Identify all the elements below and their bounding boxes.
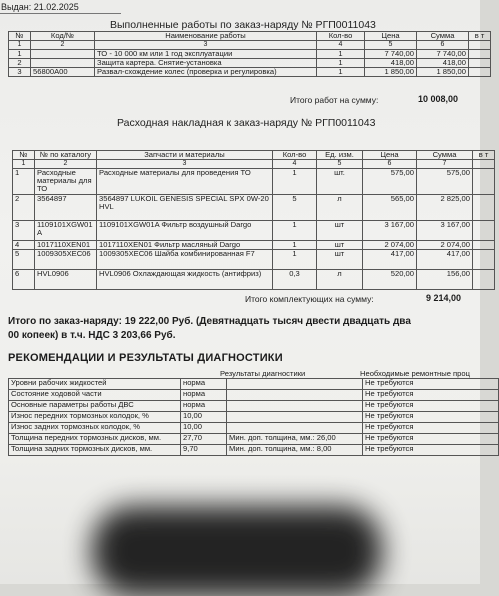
row-qty: 1	[273, 250, 317, 270]
works-col-vat: в т	[469, 32, 491, 41]
diag-name: Износ задних тормозных колодок, %	[9, 423, 181, 434]
row-qty: 1	[317, 50, 365, 59]
row-num: 2	[9, 59, 31, 68]
table-row	[9, 434, 499, 445]
col-number: 4	[273, 160, 317, 169]
parts-col-vat: в т	[473, 151, 495, 160]
row-num: 5	[13, 250, 35, 270]
diag-extra	[227, 412, 363, 423]
row-qty: 1	[317, 59, 365, 68]
diag-name: Толщина передних тормозных дисков, мм.	[9, 434, 181, 445]
row-price: 7 740,00	[365, 50, 417, 59]
row-vat	[473, 270, 495, 290]
parts-col-qty: Кол-во	[273, 151, 317, 160]
row-unit: шт	[317, 221, 363, 241]
diag-extra	[227, 379, 363, 390]
row-vat	[469, 50, 491, 59]
table-row	[13, 195, 495, 221]
row-price: 520,00	[363, 270, 417, 290]
parts-total-value: 9 214,00	[426, 293, 462, 303]
row-name: HVL0906 Охлаждающая жидкость (антифриз)	[97, 270, 273, 290]
row-name: Защита картера. Снятие-установка	[95, 59, 317, 68]
works-table	[8, 31, 491, 77]
parts-total-label: Итого комплектующих на сумму:	[245, 294, 374, 304]
parts-col-sum: Сумма	[417, 151, 473, 160]
diag-name: Основные параметры работы ДВС	[9, 401, 181, 412]
works-col-sum: Сумма	[417, 32, 469, 41]
col-number: 6	[417, 41, 469, 50]
diag-result: норма	[181, 390, 227, 401]
works-number-row	[9, 41, 491, 50]
diagnostics-title: РЕКОМЕНДАЦИИ И РЕЗУЛЬТАТЫ ДИАГНОСТИКИ	[8, 352, 283, 364]
row-qty: 0,3	[273, 270, 317, 290]
row-qty: 1	[273, 169, 317, 195]
row-num: 3	[9, 68, 31, 77]
row-price: 3 167,00	[363, 221, 417, 241]
parts-col-catalog: № по каталогу	[35, 151, 97, 160]
diag-result: норма	[181, 401, 227, 412]
table-row	[13, 221, 495, 241]
diag-name: Состояние ходовой части	[9, 390, 181, 401]
diag-name: Износ передних тормозных колодок, %	[9, 412, 181, 423]
col-number: 5	[365, 41, 417, 50]
row-vat	[473, 221, 495, 241]
works-title: Выполненные работы по заказ-наряду № РГП0011043	[110, 19, 376, 31]
col-number: 3	[97, 160, 273, 169]
diag-result: 27,70	[181, 434, 227, 445]
works-col-price: Цена	[365, 32, 417, 41]
row-unit: шт	[317, 241, 363, 250]
row-vat	[473, 195, 495, 221]
row-unit: шт.	[317, 169, 363, 195]
blurred-obstruction	[92, 506, 382, 596]
col-number: 1	[13, 160, 35, 169]
row-sum: 156,00	[417, 270, 473, 290]
row-catalog: 3564897	[35, 195, 97, 221]
row-name: ТО - 10 000 км или 1 год эксплуатации	[95, 50, 317, 59]
diag-result: 9,70	[181, 445, 227, 456]
row-sum: 2 825,00	[417, 195, 473, 221]
diag-repair: Не требуются	[363, 423, 499, 434]
diag-repair: Не требуются	[363, 379, 499, 390]
diag-extra	[227, 401, 363, 412]
row-vat	[469, 68, 491, 77]
grand-total-line2: 00 копеек) в т.ч. НДС 3 203,66 Руб.	[8, 330, 176, 341]
diagnostics-repairs-header: Необходимые ремонтные проц	[360, 369, 470, 378]
table-row	[13, 169, 495, 195]
works-total-label: Итого работ на сумму:	[290, 95, 379, 105]
row-name: 1017110XEN01 Фильтр масляный Dargo	[97, 241, 273, 250]
col-number	[473, 160, 495, 169]
row-price: 417,00	[363, 250, 417, 270]
row-price: 565,00	[363, 195, 417, 221]
grand-total-line1: Итого по заказ-наряду: 19 222,00 Руб. (Девятнадцать тысяч двести двадцать два	[8, 316, 411, 327]
col-number: 4	[317, 41, 365, 50]
diag-extra: Мин. доп. толщина, мм.: 8,00	[227, 445, 363, 456]
row-sum: 418,00	[417, 59, 469, 68]
table-row	[9, 423, 499, 434]
row-num: 1	[13, 169, 35, 195]
works-col-num: №	[9, 32, 31, 41]
col-number	[469, 41, 491, 50]
row-unit: л	[317, 195, 363, 221]
diag-extra	[227, 390, 363, 401]
row-qty: 5	[273, 195, 317, 221]
issued-date: Выдан: 21.02.2025	[0, 2, 121, 14]
col-number: 5	[317, 160, 363, 169]
row-catalog: Расходные материалы для ТО	[35, 169, 97, 195]
parts-col-num: №	[13, 151, 35, 160]
row-name: 1009305XEC06 Шайба комбинированная F7	[97, 250, 273, 270]
table-row	[9, 412, 499, 423]
row-sum: 7 740,00	[417, 50, 469, 59]
table-row	[9, 379, 499, 390]
col-number: 6	[363, 160, 417, 169]
parts-title: Расходная накладная к заказ-наряду № РГП0011043	[117, 117, 376, 129]
parts-header-row	[13, 151, 495, 160]
parts-table	[12, 150, 495, 290]
row-qty: 1	[317, 68, 365, 77]
parts-col-price: Цена	[363, 151, 417, 160]
row-catalog: HVL0906	[35, 270, 97, 290]
col-number: 3	[95, 41, 317, 50]
table-row	[13, 270, 495, 290]
table-row	[13, 250, 495, 270]
row-name: Развал-схождение колес (проверка и регулировка)	[95, 68, 317, 77]
row-price: 1 850,00	[365, 68, 417, 77]
works-col-qty: Кол-во	[317, 32, 365, 41]
row-unit: л	[317, 270, 363, 290]
works-header-row	[9, 32, 491, 41]
diag-name: Уровни рабочих жидкостей	[9, 379, 181, 390]
row-sum: 3 167,00	[417, 221, 473, 241]
diag-repair: Не требуются	[363, 434, 499, 445]
row-num: 2	[13, 195, 35, 221]
table-row	[9, 445, 499, 456]
row-price: 418,00	[365, 59, 417, 68]
parts-col-name: Запчасти и материалы	[97, 151, 273, 160]
row-num: 4	[13, 241, 35, 250]
diag-extra	[227, 423, 363, 434]
col-number: 2	[31, 41, 95, 50]
works-col-code: Код/№	[31, 32, 95, 41]
row-qty: 1	[273, 221, 317, 241]
parts-col-unit: Ед. изм.	[317, 151, 363, 160]
row-num: 6	[13, 270, 35, 290]
table-row	[9, 68, 491, 77]
table-row	[9, 401, 499, 412]
parts-number-row	[13, 160, 495, 169]
row-num: 1	[9, 50, 31, 59]
row-code: 56800A00	[31, 68, 95, 77]
diag-repair: Не требуются	[363, 412, 499, 423]
diag-extra: Мин. доп. толщина, мм.: 26,00	[227, 434, 363, 445]
row-qty: 1	[273, 241, 317, 250]
diagnostics-table	[8, 378, 499, 456]
col-number: 1	[9, 41, 31, 50]
diag-result: 10,00	[181, 412, 227, 423]
row-sum: 417,00	[417, 250, 473, 270]
row-vat	[469, 59, 491, 68]
row-vat	[473, 169, 495, 195]
row-catalog: 1009305XEC06	[35, 250, 97, 270]
row-name: Расходные материалы для проведения ТО	[97, 169, 273, 195]
row-name: 1109101XGW01A Фильтр воздушный Dargo	[97, 221, 273, 241]
diag-result: норма	[181, 379, 227, 390]
diag-repair: Не требуются	[363, 401, 499, 412]
works-col-name: Наименование работы	[95, 32, 317, 41]
row-catalog: 1017110XEN01	[35, 241, 97, 250]
col-number: 2	[35, 160, 97, 169]
diag-repair: Не требуются	[363, 390, 499, 401]
table-row	[9, 390, 499, 401]
table-row	[9, 50, 491, 59]
diag-name: Толщина задних тормозных дисков, мм.	[9, 445, 181, 456]
row-price: 575,00	[363, 169, 417, 195]
works-total-value: 10 008,00	[418, 94, 459, 104]
row-num: 3	[13, 221, 35, 241]
row-catalog: 1109101XGW01A	[35, 221, 97, 241]
row-sum: 575,00	[417, 169, 473, 195]
row-sum: 1 850,00	[417, 68, 469, 77]
row-sum: 2 074,00	[417, 241, 473, 250]
diag-repair: Не требуются	[363, 445, 499, 456]
row-price: 2 074,00	[363, 241, 417, 250]
row-name: 3564897 LUKOIL GENESIS SPECIAL SPX 0W-20 HVL	[97, 195, 273, 221]
col-number: 7	[417, 160, 473, 169]
row-unit: шт	[317, 250, 363, 270]
diag-result: 10,00	[181, 423, 227, 434]
row-vat	[473, 241, 495, 250]
row-vat	[473, 250, 495, 270]
diagnostics-results-header: Результаты диагностики	[220, 369, 306, 378]
row-code	[31, 50, 95, 59]
